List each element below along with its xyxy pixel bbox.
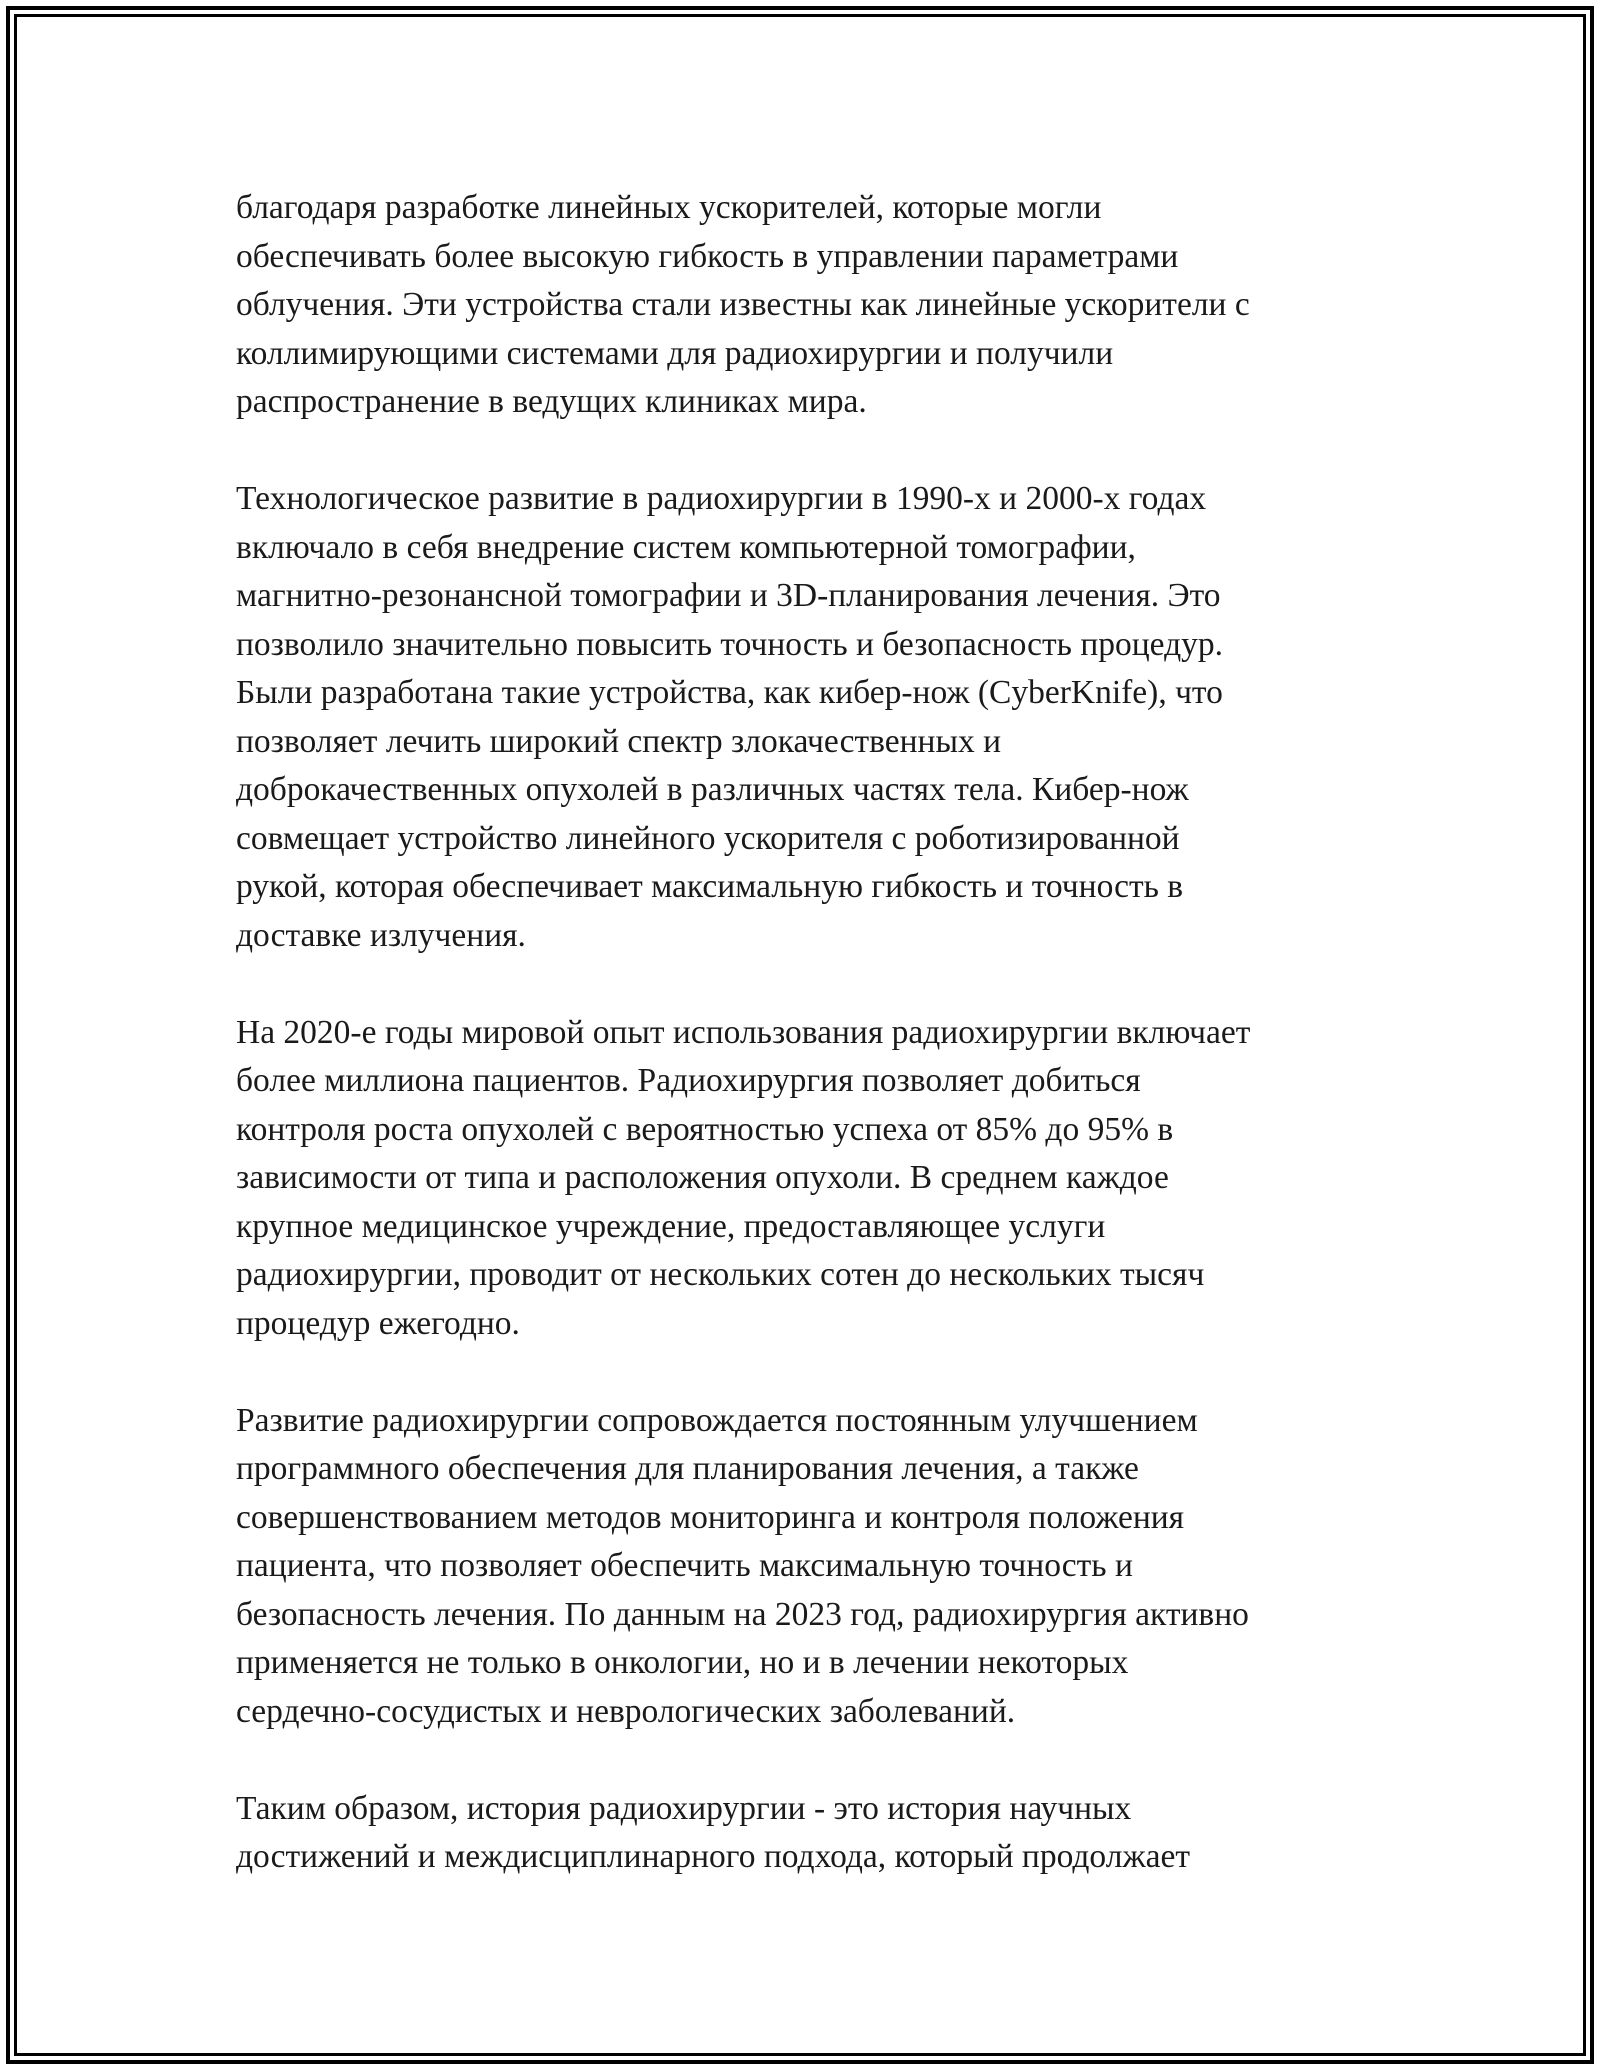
text-line: радиохирургии, проводит от нескольких сотен до нескольких тысяч xyxy=(236,1256,1205,1293)
text-line: совмещает устройство линейного ускорителя с роботизированной xyxy=(236,819,1180,857)
text-line: благодаря разработке линейных ускорителей, которые могли xyxy=(236,189,1102,226)
text-line: коллимирующими системами для радиохирургии и получили xyxy=(236,334,1114,372)
text-line: Развитие радиохирургии сопровождается постоянным улучшением xyxy=(236,1401,1198,1439)
document-body xyxy=(236,184,1376,1930)
paragraph xyxy=(236,184,1376,427)
text-line: позволило значительно повысить точность и безопасность процедур. xyxy=(236,625,1224,663)
text-line: достижений и междисциплинарного подхода, который продолжает xyxy=(236,1838,1190,1875)
text-line: позволяет лечить широкий спектр злокачественных и xyxy=(236,722,1002,760)
paragraph xyxy=(236,1785,1376,1882)
text-line: рукой, которая обеспечивает максимальную гибкость и точность в xyxy=(236,868,1184,905)
text-line: распространение в ведущих клиниках мира. xyxy=(236,383,867,420)
text-line: контроля роста опухолей с вероятностью успеха от 85% до 95% в xyxy=(236,1110,1174,1148)
text-line: процедур ежегодно. xyxy=(236,1304,520,1342)
text-line: программного обеспечения для планирования лечения, а также xyxy=(236,1450,1139,1487)
text-line: более миллиона пациентов. Радиохирургия позволяет добиться xyxy=(236,1062,1141,1099)
text-line: зависимости от типа и расположения опухоли. В среднем каждое xyxy=(236,1159,1169,1196)
text-line: безопасность лечения. По данным на 2023 год, радиохирургия активно xyxy=(236,1595,1249,1633)
text-line: магнитно-резонансной томографии и 3D-планирования лечения. Это xyxy=(236,577,1221,614)
text-line: пациента, что позволяет обеспечить максимальную точность и xyxy=(236,1547,1133,1584)
text-line: обеспечивать более высокую гибкость в управлении параметрами xyxy=(236,237,1179,275)
text-line: Таким образом, история радиохирургии - это история научных xyxy=(236,1789,1132,1827)
paragraph xyxy=(236,1397,1376,1737)
text-line: Технологическое развитие в радиохирургии в 1990-х и 2000-х годах xyxy=(236,480,1207,517)
text-line: облучения. Эти устройства стали известны как линейные ускорители с xyxy=(236,286,1250,323)
text-line: доставке излучения. xyxy=(236,916,526,954)
text-line: На 2020-е годы мировой опыт использования радиохирургии включает xyxy=(236,1013,1251,1051)
text-line: включало в себя внедрение систем компьютерной томографии, xyxy=(236,528,1136,566)
text-line: совершенствованием методов мониторинга и контроля положения xyxy=(236,1498,1185,1536)
text-line: доброкачественных опухолей в различных частях тела. Кибер-нож xyxy=(236,771,1189,808)
paragraph xyxy=(236,475,1376,960)
text-line: применяется не только в онкологии, но и в лечении некоторых xyxy=(236,1644,1129,1681)
paragraph xyxy=(236,1009,1376,1349)
text-line: крупное медицинское учреждение, предоставляющее услуги xyxy=(236,1207,1106,1245)
text-line: Были разработана такие устройства, как кибер-нож (CyberKnife), что xyxy=(236,674,1223,711)
text-line: сердечно-сосудистых и неврологических заболеваний. xyxy=(236,1692,1016,1730)
